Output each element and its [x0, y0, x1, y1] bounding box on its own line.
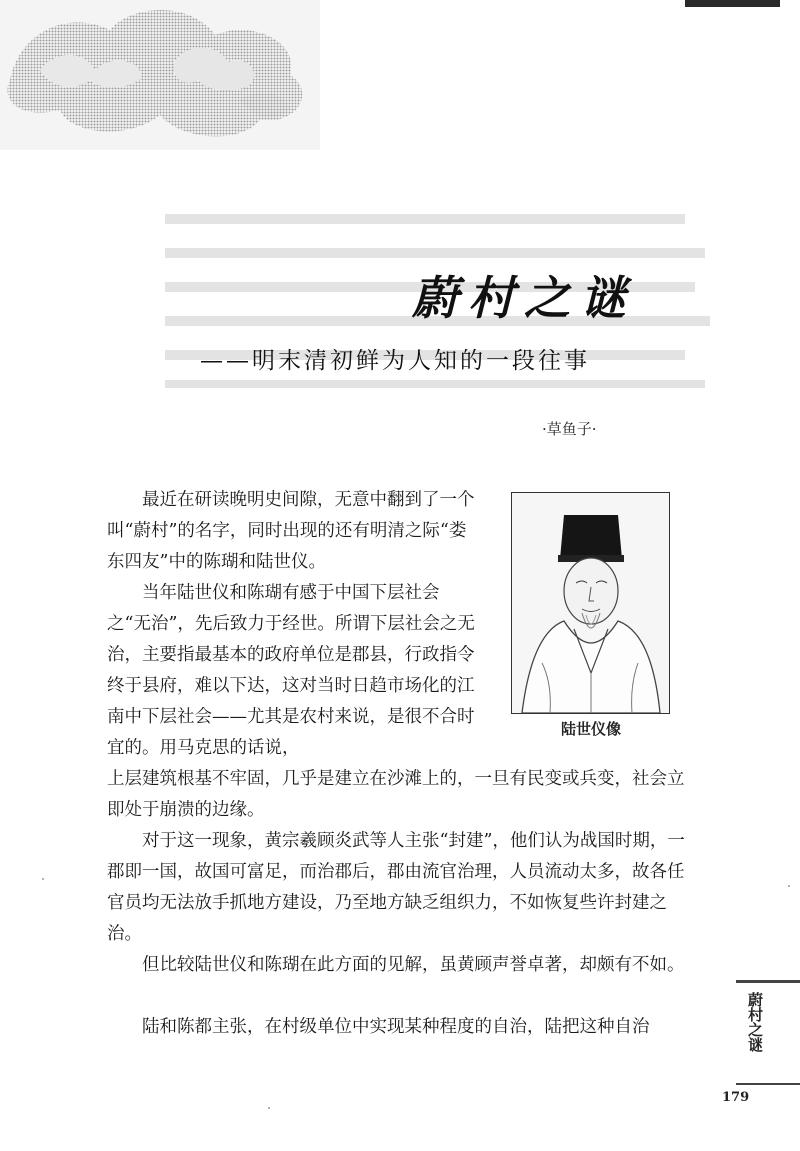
paragraph-2-continued: 上层建筑根基不牢固，几乎是建立在沙滩上的，一旦有民变或兵变，社会立即处于崩溃的边缘。 [107, 769, 685, 820]
page-number: 179 [722, 1090, 750, 1105]
scan-speck [42, 878, 44, 880]
running-title-rule-bottom [736, 1083, 800, 1085]
paragraph-2: 当年陆世仪和陈瑚有感于中国下层社会之“无治”，先后致力于经世。所谓下层社会之无治，主要指最基本的政府单位是郡县，行政指令终于县府，难以下达，这对当时日趋市场化的江南中下层社会——尤其是农村来说，是很不合时宜的。用马克思的话说， [107, 583, 475, 758]
portrait-caption: 陆世仪像 [560, 720, 621, 738]
paragraph-3: 对于这一现象，黄宗羲顾炎武等人主张“封建”，他们认为战国时期，一郡即一国，故国可富足，而治郡后，郡由流官治理，人员流动太多，故各任官员均无法放手抓地方建设，乃至地方缺乏组织力，不如恢复些许封建之治。 [107, 831, 685, 944]
paragraph-5: 陆和陈都主张，在村级单位中实现某种程度的自治，陆把这种自治 [142, 1017, 650, 1037]
page-corner-mark [685, 0, 780, 7]
running-title: 蔚村之谜 [746, 992, 764, 1052]
article-subtitle: ——明末清初鲜为人知的一段往事 [200, 348, 590, 374]
paragraph-4: 但比较陆世仪和陈瑚在此方面的见解，虽黄顾声誉卓著，却颇有不如。 [142, 955, 685, 975]
portrait-illustration [511, 492, 670, 714]
paragraph-1: 最近在研读晚明史间隙，无意中翻到了一个叫“蔚村”的名字，同时出现的还有明清之际“娄东四友”中的陈瑚和陆世仪。 [107, 490, 475, 572]
scan-speck [268, 1107, 270, 1109]
running-title-rule-top [736, 980, 800, 983]
article-title: 蔚村之谜 [412, 271, 636, 325]
cloud-pattern-decoration [0, 0, 320, 150]
article-author: ·草鱼子· [542, 420, 597, 438]
scan-speck [788, 885, 790, 887]
